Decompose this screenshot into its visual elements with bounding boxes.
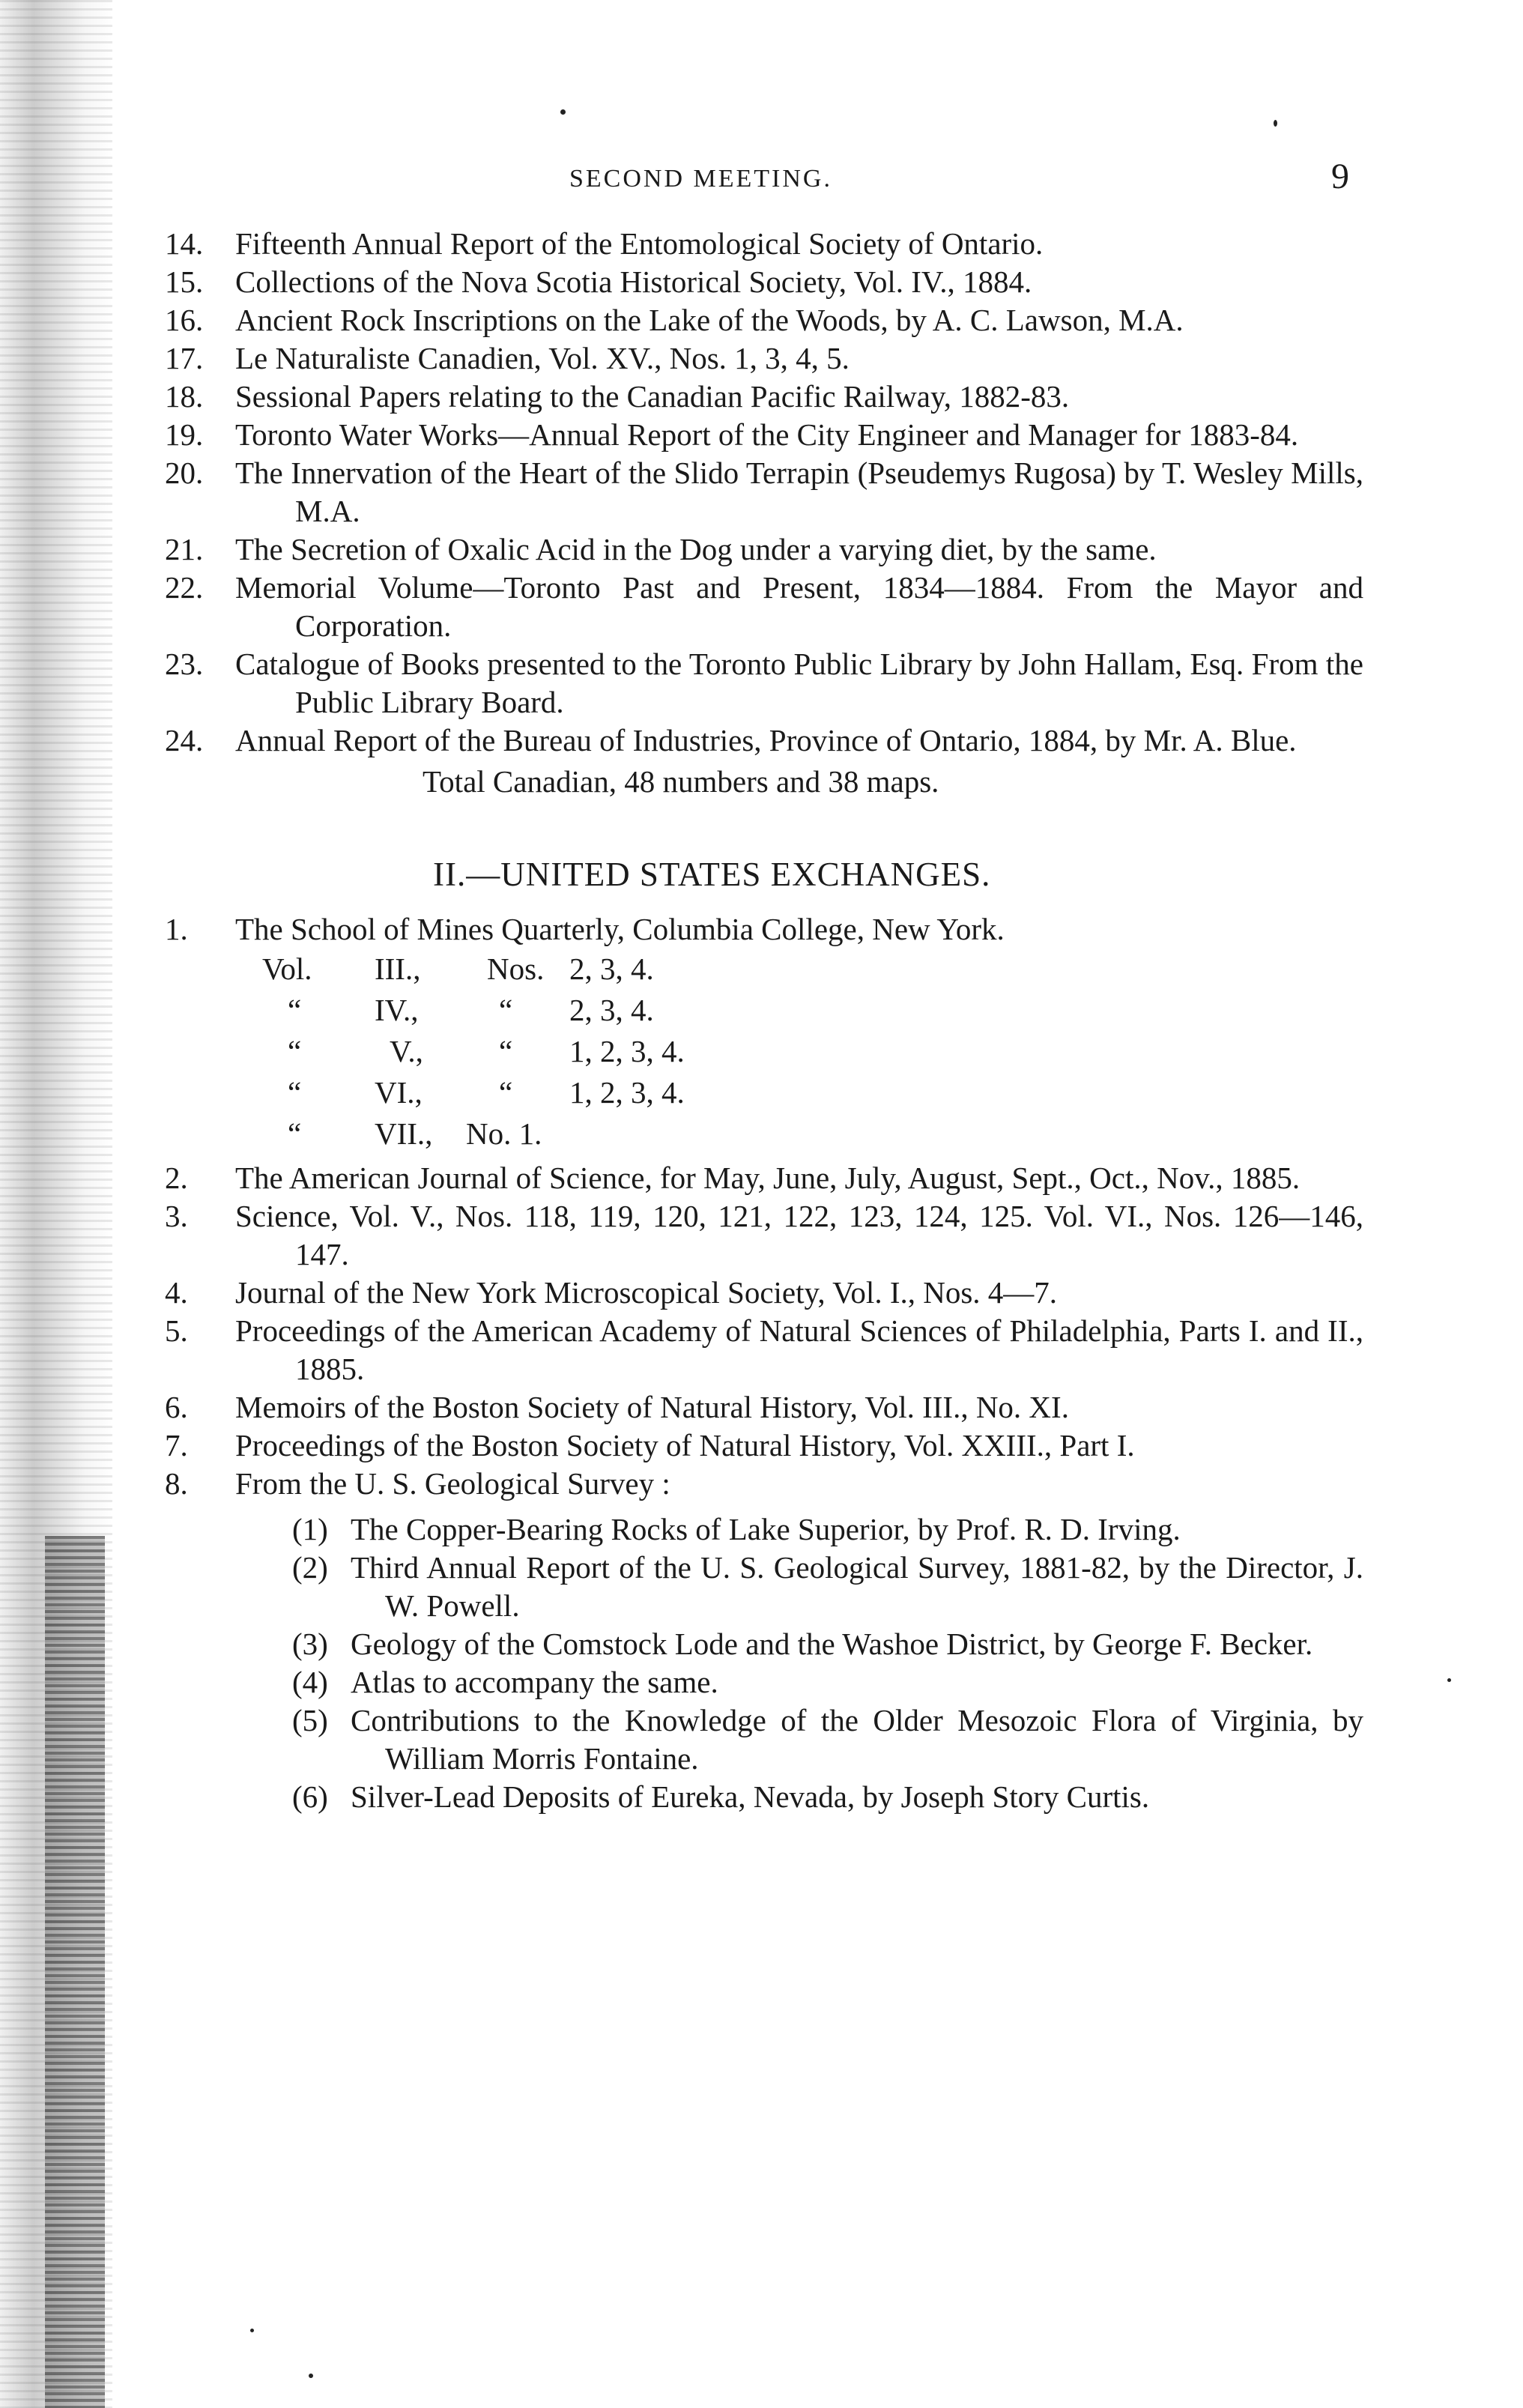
volume-row	[262, 1031, 1363, 1072]
item-number: 24.	[165, 723, 204, 757]
item-number: 8.	[165, 1466, 188, 1501]
item-text: The American Journal of Science, for May, June, July, August, Sept., Oct., Nov., 1885.	[235, 1161, 1301, 1195]
volume-separator: “	[499, 993, 513, 1027]
canadian-total: Total Canadian, 48 numbers and 38 maps.	[423, 764, 939, 799]
list-item	[165, 263, 1363, 301]
list-item	[165, 722, 1363, 760]
item-text: Proceedings of the American Academy of Natural Sciences of Philadelphia, Parts I. and II., 1885.	[235, 1313, 1363, 1386]
volume-list	[165, 949, 1363, 1155]
scan-speck	[1447, 1678, 1451, 1682]
item-number: 22.	[165, 570, 204, 605]
volume-separator: Nos.	[487, 952, 545, 986]
item-number: 18.	[165, 379, 204, 414]
item-number: 3.	[165, 1199, 188, 1233]
survey-item-text: Atlas to accompany the same.	[351, 1665, 718, 1699]
list-item	[165, 1427, 1363, 1465]
volume-prefix: “	[288, 1075, 302, 1110]
survey-item-text: Third Annual Report of the U. S. Geological Survey, 1881-82, by the Director, J. W. Powell.	[351, 1550, 1363, 1623]
list-item	[165, 1312, 1363, 1388]
item-text: Catalogue of Books presented to the Toronto Public Library by John Hallam, Esq. From the Public Library Board.	[235, 647, 1363, 719]
item-text: Toronto Water Works—Annual Report of the City Engineer and Manager for 1883-84.	[235, 417, 1299, 452]
item-number: 2.	[165, 1161, 188, 1195]
item-text: Journal of the New York Microscopical Society, Vol. I., Nos. 4—7.	[235, 1275, 1058, 1310]
volume-prefix: “	[288, 993, 302, 1027]
volume-row	[262, 990, 1363, 1031]
running-title: SECOND MEETING.	[569, 165, 832, 193]
list-item	[165, 530, 1363, 569]
volume-issues: 1, 2, 3, 4.	[569, 1075, 685, 1110]
volume-issues: 1, 2, 3, 4.	[569, 1034, 685, 1068]
item-text: Proceedings of the Boston Society of Natural History, Vol. XXIII., Part I.	[235, 1428, 1135, 1462]
survey-item	[292, 1510, 1363, 1549]
item-text: Le Naturaliste Canadien, Vol. XV., Nos. 1, 3, 4, 5.	[235, 341, 850, 375]
item-text: Collections of the Nova Scotia Historical Society, Vol. IV., 1884.	[235, 264, 1032, 299]
item-text: The Secretion of Oxalic Acid in the Dog under a varying diet, by the same.	[235, 532, 1157, 566]
volume-prefix: “	[288, 1116, 302, 1151]
list-item	[165, 454, 1363, 530]
volume-prefix: Vol.	[262, 952, 312, 986]
list-item	[165, 301, 1363, 339]
list-item	[165, 1388, 1363, 1427]
volume-number: VI.,	[375, 1075, 423, 1110]
list-item	[165, 1274, 1363, 1312]
item-number: 23.	[165, 647, 204, 681]
scanned-binding-shadow	[45, 1536, 105, 2408]
volume-number: VII.,	[375, 1116, 433, 1151]
list-item	[165, 1159, 1363, 1197]
survey-item-number: (1)	[292, 1512, 328, 1546]
list-item	[165, 1465, 1363, 1503]
item-number: 4.	[165, 1275, 188, 1310]
list-item	[165, 569, 1363, 645]
survey-item-number: (6)	[292, 1779, 328, 1814]
item-text: From the U. S. Geological Survey :	[235, 1466, 670, 1501]
survey-item	[292, 1549, 1363, 1625]
item-number: 5.	[165, 1313, 188, 1348]
item-number: 14.	[165, 226, 204, 261]
volume-issues: 2, 3, 4.	[569, 952, 654, 986]
running-head	[0, 156, 1523, 201]
list-item	[165, 416, 1363, 454]
item-number: 15.	[165, 264, 204, 299]
volume-separator: “	[499, 1075, 513, 1110]
volume-issues: No. 1.	[466, 1116, 542, 1151]
item-number: 1.	[165, 912, 188, 946]
list-item	[165, 645, 1363, 722]
survey-item	[292, 1701, 1363, 1778]
survey-item-text: Silver-Lead Deposits of Eureka, Nevada, by Joseph Story Curtis.	[351, 1779, 1150, 1814]
volume-issues: 2, 3, 4.	[569, 993, 654, 1027]
list-item	[165, 910, 1363, 949]
survey-item-text: Geology of the Comstock Lode and the Washoe District, by George F. Becker.	[351, 1627, 1313, 1661]
survey-item-text: Contributions to the Knowledge of the Older Mesozoic Flora of Virginia, by William Morris Fontaine.	[351, 1703, 1363, 1776]
survey-item-number: (5)	[292, 1703, 328, 1737]
item-text: Memorial Volume—Toronto Past and Present, 1834—1884. From the Mayor and Corporation.	[235, 570, 1363, 643]
item-text: Memoirs of the Boston Society of Natural History, Vol. III., No. XI.	[235, 1390, 1069, 1424]
survey-sublist	[165, 1510, 1363, 1816]
item-text: Fifteenth Annual Report of the Entomological Society of Ontario.	[235, 226, 1044, 261]
item-number: 16.	[165, 303, 204, 337]
survey-item	[292, 1663, 1363, 1701]
survey-item	[292, 1778, 1363, 1816]
volume-row	[262, 1072, 1363, 1113]
survey-item-number: (2)	[292, 1550, 328, 1585]
survey-item	[292, 1625, 1363, 1663]
item-text: The School of Mines Quarterly, Columbia College, New York.	[235, 912, 1005, 946]
scan-speck	[250, 2329, 254, 2332]
item-number: 7.	[165, 1428, 188, 1462]
scan-speck	[309, 2374, 313, 2378]
item-text: Sessional Papers relating to the Canadian Pacific Railway, 1882-83.	[235, 379, 1070, 414]
volume-number: III.,	[375, 952, 421, 986]
list-item	[165, 339, 1363, 378]
item-number: 17.	[165, 341, 204, 375]
item-text: Science, Vol. V., Nos. 118, 119, 120, 121, 122, 123, 124, 125. Vol. VI., Nos. 126—146, 147.	[235, 1199, 1363, 1271]
list-item	[165, 225, 1363, 263]
item-number: 21.	[165, 532, 204, 566]
volume-prefix: “	[288, 1034, 302, 1068]
volume-number: V.,	[390, 1034, 423, 1068]
volume-row	[262, 949, 1363, 990]
survey-item-number: (3)	[292, 1627, 328, 1661]
scan-speck	[1274, 120, 1277, 127]
item-text: The Innervation of the Heart of the Slido Terrapin (Pseudemys Rugosa) by T. Wesley Mills, M.A.	[235, 456, 1363, 528]
volume-separator: “	[499, 1034, 513, 1068]
list-item	[165, 1197, 1363, 1274]
exchange-list	[165, 225, 1363, 1816]
item-text: Annual Report of the Bureau of Industries, Province of Ontario, 1884, by Mr. A. Blue.	[235, 723, 1297, 757]
section-heading: II.—UNITED STATES EXCHANGES.	[433, 856, 991, 893]
page-number: 9	[1331, 157, 1349, 196]
item-number: 19.	[165, 417, 204, 452]
scan-speck	[560, 109, 566, 115]
item-number: 20.	[165, 456, 204, 490]
survey-item-text: The Copper-Bearing Rocks of Lake Superior, by Prof. R. D. Irving.	[351, 1512, 1181, 1546]
item-number: 6.	[165, 1390, 188, 1424]
survey-item-number: (4)	[292, 1665, 328, 1699]
item-text: Ancient Rock Inscriptions on the Lake of the Woods, by A. C. Lawson, M.A.	[235, 303, 1184, 337]
list-item	[165, 378, 1363, 416]
volume-row	[262, 1113, 1363, 1155]
volume-number: IV.,	[375, 993, 419, 1027]
